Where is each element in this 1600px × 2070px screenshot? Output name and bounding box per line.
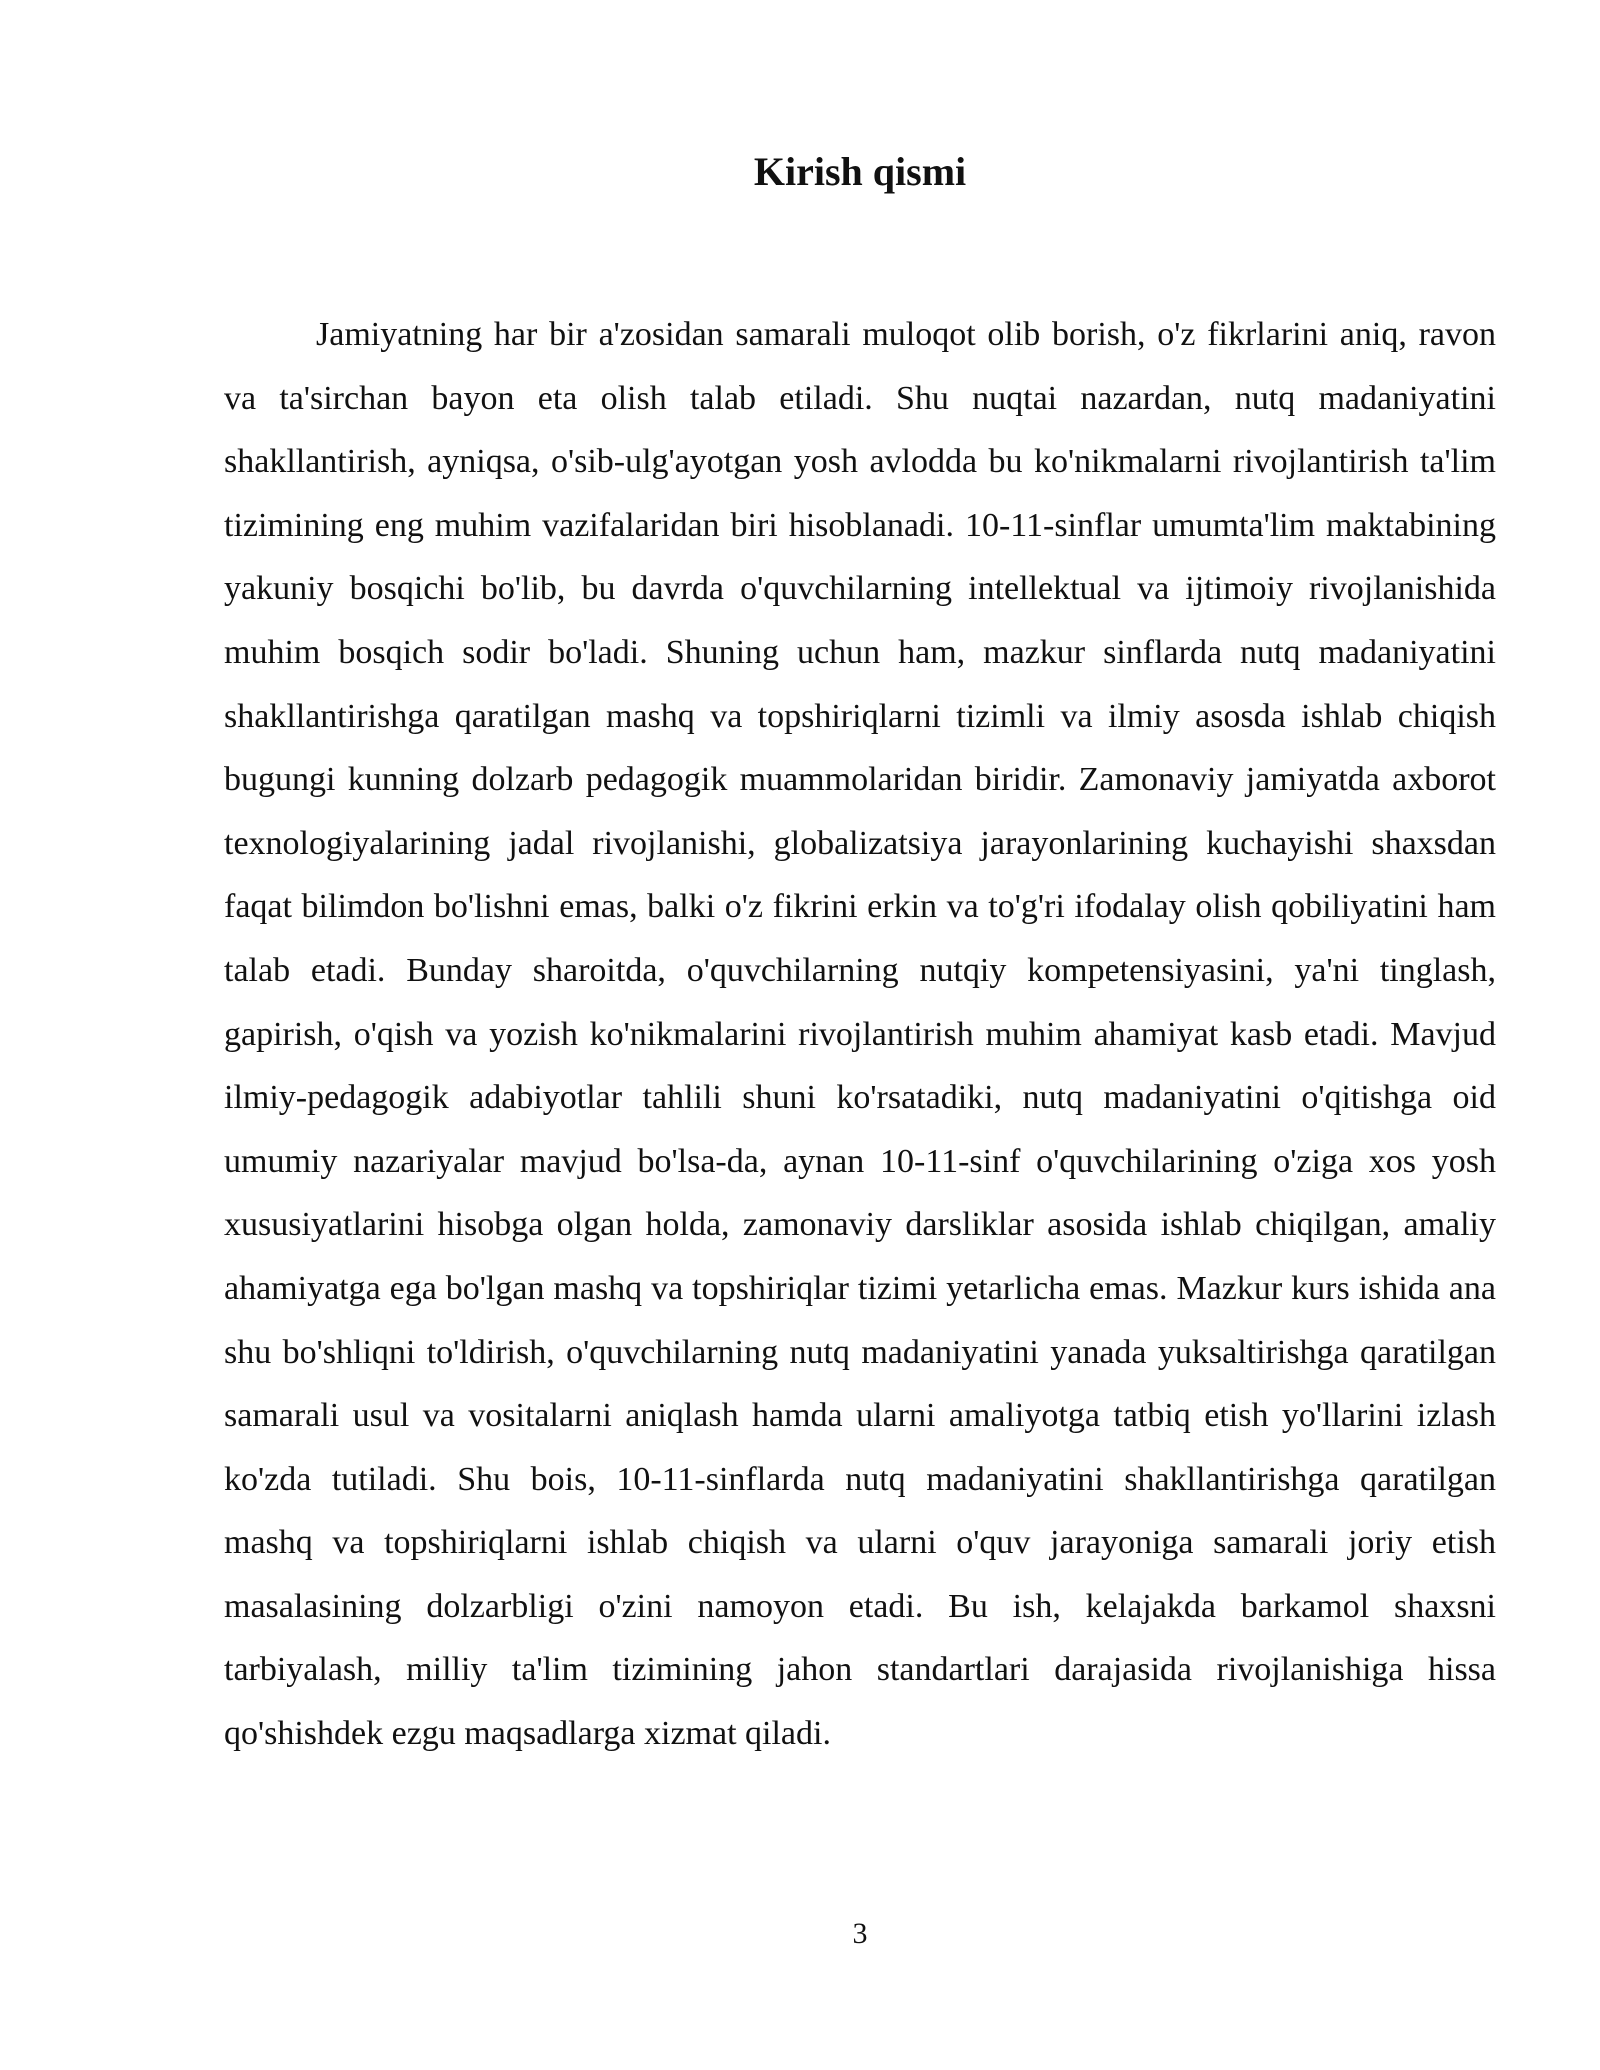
page-number: 3 [852,1917,868,1950]
intro-paragraph: Jamiyatning har bir a'zosidan samarali muloqot olib borish, o'z fikrlarini aniq, ravon va ta'sirchan bayon eta olish talab etiladi. Shu nuqtai nazardan, nutq madaniyatini shakllantirish, ayniqsa, o'sib-ulg'ayotgan yosh avlodda bu ko'nikmalarni rivojlantirish ta'lim tizimining eng muhim vazifalaridan biri hisoblanadi. 10-11-sinflar umumta'lim maktabining yakuniy bosqichi bo'lib, bu davrda o'quvchilarning intellektual va ijtimoiy rivojlanishida muhim bosqich sodir bo'ladi. Shuning uchun ham, mazkur sinflarda nutq madaniyatini shakllantirishga qaratilgan mashq va topshiriqlarni tizimli va ilmiy asosda ishlab chiqish bugungi kunning dolzarb pedagogik muammolaridan biridir. Zamonaviy jamiyatda axborot texnologiyalarining jadal rivojlanishi, globalizatsiya jarayonlarining kuchayishi shaxsdan faqat bilimdon bo'lishni emas, balki o'z fikrini erkin va to'g'ri ifodalay olish qobiliyatini ham talab etadi. Bunday sharoitda, o'quvchilarning nutqiy kompetensiyasini, ya'ni tinglash, gapirish, o'qish va yozish ko'nikmalarini rivojlantirish muhim ahamiyat kasb etadi. Mavjud ilmiy-pedagogik adabiyotlar tahlili shuni ko'rsatadiki, nutq madaniyatini o'qitishga oid umumiy nazariyalar mavjud bo'lsa-da, aynan 10-11-sinf o'quvchilarining o'ziga xos yosh xususiyatlarini hisobga olgan holda, zamonaviy darsliklar asosida ishlab chiqilgan, amaliy ahamiyatga ega bo'lgan mashq va topshiriqlar tizimi yetarlicha emas. Mazkur kurs ishida ana shu bo'shliqni to'ldirish, o'quvchilarning nutq madaniyatini yanada yuksaltirishga qaratilgan samarali usul va vositalarni aniqlash hamda ularni amaliyotga tatbiq etish yo'llarini izlash ko'zda tutiladi. Shu bois, 10-11-sinflarda nutq madaniyatini shakllantirishga qaratilgan mashq va topshiriqlarni ishlab chiqish va ularni o'quv jarayoniga samarali joriy etish masalasining dolzarbligi o'zini namoyon etadi. Bu ish, kelajakda barkamol shaxsni tarbiyalash, milliy ta'lim tizimining jahon standartlari darajasida rivojlanishiga hissa qo'shishdek ezgu maqsadlarga xizmat qiladi. [224,316,1496,1753]
page-title: Kirish qismi [753,149,967,194]
